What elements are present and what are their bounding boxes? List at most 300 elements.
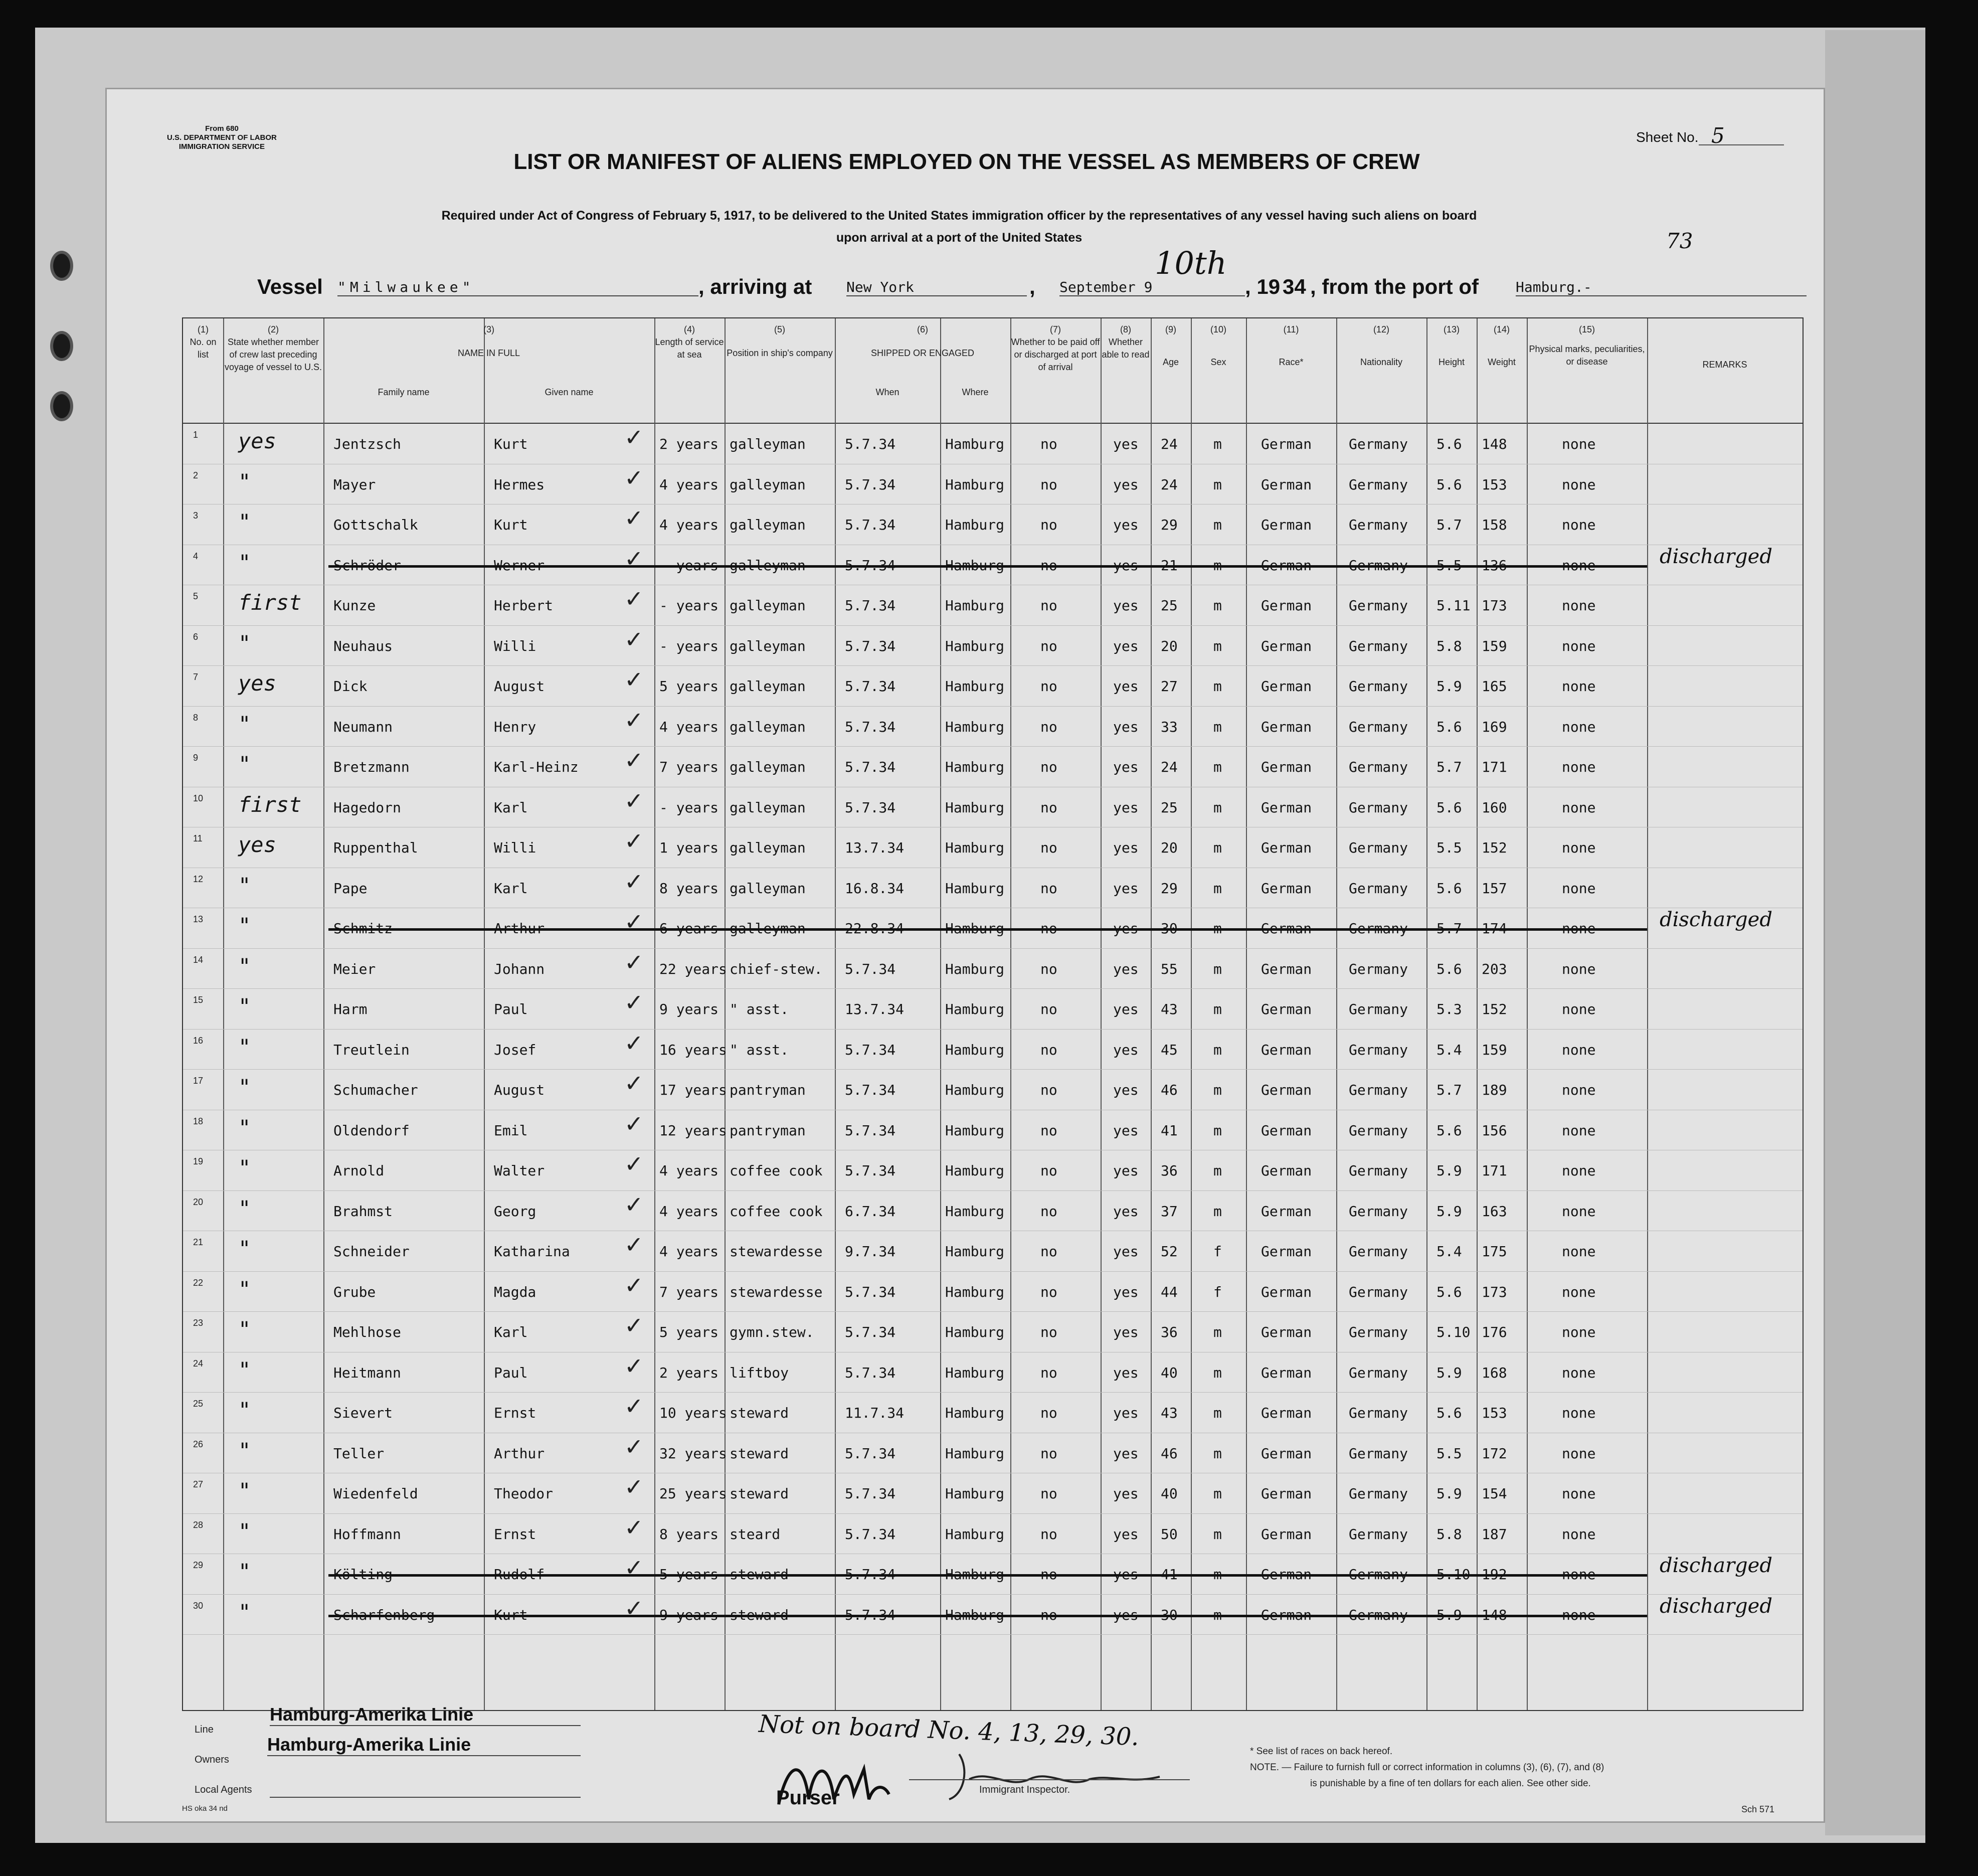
row-number: 30 [193,1600,204,1611]
col-2-number: (2) [268,324,279,334]
nationality: Germany [1349,718,1408,735]
height: 5.7 [1436,1082,1462,1098]
weight: 153 [1482,1405,1507,1421]
previous-voyage: yes [238,671,276,696]
checkmark-icon: ✓ [624,464,644,491]
shipped-when: 5.7.34 [845,436,896,452]
shipped-where: Hamburg [945,1566,1005,1583]
length-of-service: 4 years [659,1162,719,1179]
row-number: 2 [193,470,199,480]
age: 21 [1161,557,1178,574]
shipped-when: 5.7.34 [845,1324,896,1340]
inspector-label: Immigrant Inspector. [979,1784,1070,1795]
checkmark-icon: ✓ [624,666,644,693]
race: German [1261,1001,1312,1017]
physical-marks: none [1562,1243,1596,1260]
race-note: * See list of races on back hereof. [1250,1746,1393,1757]
col-5-header [725,323,835,360]
row-number: 5 [193,591,199,601]
sex: m [1213,839,1222,856]
length-of-service: 12 years [659,1122,727,1139]
paid-off: no [1040,1606,1057,1623]
paid-off: no [1040,1162,1057,1179]
sex: m [1213,1324,1222,1340]
table-row [183,787,1803,827]
given-name: Josef [494,1041,536,1058]
able-to-read: yes [1113,1082,1139,1098]
nationality: Germany [1349,1041,1408,1058]
shipped-where: Hamburg [945,1001,1005,1017]
checkmark-icon: ✓ [624,1594,644,1622]
weight: 163 [1482,1203,1507,1220]
age: 45 [1161,1041,1178,1058]
remark: discharged [1660,1594,1772,1618]
race: German [1261,678,1312,695]
sex: m [1213,637,1222,654]
owners-label: Owners [195,1754,229,1765]
checkmark-icon: ✓ [624,1513,644,1541]
previous-voyage: yes [238,429,276,453]
given-name: Paul [494,1001,528,1017]
age: 29 [1161,880,1178,897]
position: steward [730,1445,789,1462]
col-12-label: Nationality [1360,357,1403,367]
physical-marks: none [1562,1324,1596,1340]
service-name: IMMIGRATION SERVICE [178,142,265,151]
vessel-label: Vessel [257,275,323,298]
race: German [1261,839,1312,856]
nationality: Germany [1349,1203,1408,1220]
shipped-where: Hamburg [945,517,1005,533]
position: coffee cook [730,1162,823,1179]
checkmark-icon: ✓ [624,868,644,895]
given-name: Ernst [494,1525,536,1543]
given-name: Paul [494,1364,528,1381]
paid-off: no [1040,1566,1057,1583]
arrival-date-handwritten: 10th [1155,245,1227,281]
nationality: Germany [1349,1283,1408,1300]
paid-off: no [1040,678,1057,695]
family-name: Heitmann [333,1364,401,1381]
able-to-read: yes [1113,920,1139,937]
paid-off: no [1040,517,1057,533]
age: 24 [1161,436,1178,452]
print-code: HS oka 34 nd [182,1804,228,1813]
race: German [1261,1405,1312,1421]
checkmark-icon: ✓ [624,625,644,653]
col-3-label: NAME IN FULL [457,348,520,358]
col-9-label: Age [1162,357,1179,367]
shipped-when: 5.7.34 [845,557,896,574]
sex: m [1213,920,1222,937]
family-name: Treutlein [333,1041,410,1058]
shipped-when: 5.7.34 [845,718,896,735]
height: 5.4 [1436,1041,1462,1058]
able-to-read: yes [1113,1364,1139,1381]
weight: 171 [1482,1162,1507,1179]
table-row [183,1514,1803,1554]
nationality: Germany [1349,1162,1408,1179]
remark: discharged [1660,1554,1772,1577]
nationality: Germany [1349,517,1408,533]
paid-off: no [1040,1001,1057,1017]
length-of-service: 17 years [659,1082,727,1098]
row-number: 8 [193,712,199,723]
family-name: Bretzmann [333,759,410,775]
shipped-when: 13.7.34 [845,839,905,856]
previous-voyage: " [238,1115,251,1140]
nationality: Germany [1349,1243,1408,1260]
table-row [183,747,1803,787]
shipped-when: 5.7.34 [845,1122,896,1139]
length-of-service: - years [659,799,719,816]
col-4-header [654,323,725,361]
sex: m [1213,1525,1222,1543]
checkmark-icon: ✓ [624,1433,644,1460]
col-6-number: (6) [917,324,928,334]
sex: m [1213,597,1222,614]
table-row [183,504,1803,545]
age: 24 [1161,476,1178,493]
physical-marks: none [1562,920,1596,937]
family-name: Oldendorf [333,1122,410,1139]
given-name: Karl [494,799,528,816]
previous-voyage: " [238,1317,251,1341]
nationality: Germany [1349,1405,1408,1421]
physical-marks: none [1562,1203,1596,1220]
checkmark-icon: ✓ [624,747,644,774]
year-label: , 19 [1245,275,1281,298]
length-of-service: 5 years [659,678,719,695]
sheet-number-line [1699,144,1784,145]
local-agents-label: Local Agents [195,1784,252,1795]
nationality: Germany [1349,960,1408,977]
page-count: 73 [1666,229,1693,253]
weight: 176 [1482,1324,1507,1340]
previous-voyage: " [238,1599,251,1624]
physical-marks: none [1562,1082,1596,1098]
race: German [1261,799,1312,816]
family-name: Ruppenthal [333,839,418,856]
paid-off: no [1040,436,1057,452]
able-to-read: yes [1113,1324,1139,1340]
row-number: 6 [193,631,199,642]
comma-separator: , [1029,275,1035,298]
col-8-number: (8) [1120,324,1131,334]
shipped-where: Hamburg [945,1364,1005,1381]
age: 33 [1161,718,1178,735]
race: German [1261,960,1312,977]
row-number: 25 [193,1399,204,1409]
binder-hole [50,251,73,281]
height: 5.9 [1436,1364,1462,1381]
nationality: Germany [1349,1001,1408,1017]
physical-marks: none [1562,517,1596,533]
checkmark-icon: ✓ [624,948,644,976]
height: 5.6 [1436,718,1462,735]
height: 5.7 [1436,759,1462,775]
table-row [183,1352,1803,1393]
col-5-label: Position in ship's company [727,348,833,358]
table-row [183,1393,1803,1433]
row-number: 19 [193,1156,204,1166]
paid-off: no [1040,1041,1057,1058]
nationality: Germany [1349,1445,1408,1462]
col-13-header [1426,323,1477,369]
line-label: Line [195,1724,214,1735]
height: 5.6 [1436,1405,1462,1421]
position: pantryman [730,1122,806,1139]
position: stewardesse [730,1243,823,1260]
col-14-number: (14) [1493,324,1510,334]
height: 5.10 [1436,1324,1471,1340]
checkmark-icon: ✓ [624,1190,644,1218]
column-headers [183,318,1803,424]
shipped-when: 5.7.34 [845,637,896,654]
family-name: Harm [333,1001,368,1017]
given-name: August [494,678,545,695]
length-of-service: 9 years [659,1606,719,1623]
row-number: 15 [193,995,204,1005]
height: 5.7 [1436,517,1462,533]
row-number: 13 [193,914,204,924]
page-subtitle [257,205,1661,249]
given-name: Karl-Heinz [494,759,579,775]
shipped-when: 5.7.34 [845,1082,896,1098]
col-15-header [1527,323,1647,368]
given-name: Werner [494,557,545,574]
shipped-when: 16.8.34 [845,880,905,897]
weight: 157 [1482,880,1507,897]
paid-off: no [1040,1203,1057,1220]
physical-marks: none [1562,637,1596,654]
height: 5.6 [1436,880,1462,897]
shipped-when: 5.7.34 [845,1525,896,1543]
shipped-where: Hamburg [945,436,1005,452]
sex: m [1213,1122,1222,1139]
position: galleyman [730,718,806,735]
col-8-header [1101,323,1151,361]
row-number: 12 [193,874,204,884]
given-name: Kurt [494,517,528,533]
given-name: Johann [494,960,545,977]
race: German [1261,1243,1312,1260]
col-1-header [183,323,223,361]
family-name: Költing [333,1566,393,1583]
row-number: 9 [193,753,199,763]
fine-note: NOTE. — Failure to furnish full or correct information in columns (3), (6), (7), and (8) [1250,1762,1604,1773]
shipped-where: Hamburg [945,476,1005,493]
height: 5.7 [1436,920,1462,937]
family-name: Brahmst [333,1203,393,1220]
race: German [1261,1364,1312,1381]
height: 5.6 [1436,1122,1462,1139]
nationality: Germany [1349,637,1408,654]
height: 5.9 [1436,1485,1462,1502]
previous-voyage: " [238,1196,251,1221]
row-number: 3 [193,510,199,521]
checkmark-icon: ✓ [624,1150,644,1177]
weight: 136 [1482,557,1507,574]
row-number: 4 [193,551,199,561]
shipped-when: 5.7.34 [845,799,896,816]
able-to-read: yes [1113,1405,1139,1421]
shipped-when: 5.7.34 [845,517,896,533]
shipped-where: Hamburg [945,799,1005,816]
sex: m [1213,1405,1222,1421]
length-of-service: 4 years [659,517,719,533]
col-13-label: Height [1438,357,1465,367]
shipped-when: 5.7.34 [845,1566,896,1583]
position: galleyman [730,678,806,695]
able-to-read: yes [1113,436,1139,452]
col-10-header [1191,323,1246,369]
col-2-header [223,323,323,374]
family-name: Jentzsch [333,436,401,452]
able-to-read: yes [1113,718,1139,735]
paid-off: no [1040,920,1057,937]
length-of-service: 10 years [659,1405,727,1421]
height: 5.5 [1436,557,1462,574]
race: German [1261,718,1312,735]
family-name: Neumann [333,718,393,735]
able-to-read: yes [1113,1122,1139,1139]
previous-voyage: first [238,792,302,817]
shipped-when: 5.7.34 [845,759,896,775]
sex: m [1213,476,1222,493]
nationality: Germany [1349,759,1408,775]
height: 5.6 [1436,476,1462,493]
position: galleyman [730,799,806,816]
nationality: Germany [1349,799,1408,816]
family-name: Gottschalk [333,517,418,533]
table-row [183,1473,1803,1513]
shipped-where: Hamburg [945,557,1005,574]
paid-off: no [1040,1364,1057,1381]
owners-value: Hamburg-Amerika Linie [267,1734,581,1756]
previous-voyage: " [238,509,251,534]
strikethrough-line [328,1615,1647,1617]
position: steward [730,1606,789,1623]
height: 5.5 [1436,839,1462,856]
able-to-read: yes [1113,637,1139,654]
age: 30 [1161,920,1178,937]
height: 5.11 [1436,597,1471,614]
paid-off: no [1040,839,1057,856]
col-12-header [1336,323,1426,369]
length-of-service: 8 years [659,880,719,897]
col-15-number: (15) [1578,324,1595,334]
able-to-read: yes [1113,517,1139,533]
physical-marks: none [1562,1566,1596,1583]
length-of-service: 5 years [659,1566,719,1583]
given-name: Georg [494,1203,536,1220]
shipped-when: 22.8.34 [845,920,905,937]
position: galleyman [730,476,806,493]
physical-marks: none [1562,1001,1596,1017]
nationality: Germany [1349,880,1408,897]
col-7-label: Whether to be paid off or discharged at port of arrival [1011,337,1100,372]
previous-voyage: " [238,711,251,736]
department-name: U.S. DEPARTMENT OF LABOR [167,133,277,142]
shipped-where: Hamburg [945,1606,1005,1623]
paid-off: no [1040,1243,1057,1260]
arriving-label: , arriving at [698,275,812,298]
nationality: Germany [1349,1364,1408,1381]
shipped-where: Hamburg [945,718,1005,735]
col-13-number: (13) [1443,324,1460,334]
age: 36 [1161,1162,1178,1179]
physical-marks: none [1562,1283,1596,1300]
race: German [1261,1041,1312,1058]
family-name: Arnold [333,1162,385,1179]
height: 5.6 [1436,960,1462,977]
weight: 172 [1482,1445,1507,1462]
position: " asst. [730,1001,789,1017]
shipped-where: Hamburg [945,880,1005,897]
col-6b-header: Where [962,387,989,397]
age: 37 [1161,1203,1178,1220]
weight: 153 [1482,476,1507,493]
weight: 158 [1482,517,1507,533]
previous-voyage: " [238,1518,251,1544]
weight: 152 [1482,1001,1507,1017]
physical-marks: none [1562,839,1596,856]
age: 27 [1161,678,1178,695]
age: 44 [1161,1283,1178,1300]
height: 5.9 [1436,1606,1462,1623]
checkmark-icon: ✓ [624,1312,644,1339]
table-row [183,1191,1803,1231]
position: stewardesse [730,1283,823,1300]
col-6-header [835,323,1010,360]
form-header [167,124,277,151]
sex: m [1213,799,1222,816]
col-1-number: (1) [198,324,209,334]
previous-voyage: " [238,469,251,494]
col-12-number: (12) [1373,324,1389,334]
arriving-port: New York [846,279,1027,296]
col-6a-header: When [875,387,900,397]
table-row [183,1070,1803,1110]
race: German [1261,1606,1312,1623]
length-of-service: 6 years [659,920,719,937]
col-7-header [1010,323,1101,374]
paid-off: no [1040,476,1057,493]
shipped-where: Hamburg [945,839,1005,856]
given-name: Emil [494,1122,528,1139]
given-name: Arthur [494,920,545,937]
checkmark-icon: ✓ [624,585,644,612]
given-name: Theodor [494,1485,554,1502]
able-to-read: yes [1113,1445,1139,1462]
row-number: 14 [193,954,204,965]
given-name: Herbert [494,597,554,614]
paid-off: no [1040,1525,1057,1543]
year-suffix: 34 [1283,275,1306,298]
shipped-where: Hamburg [945,1162,1005,1179]
paid-off: no [1040,759,1057,775]
age: 20 [1161,637,1178,654]
able-to-read: yes [1113,476,1139,493]
sex: m [1213,1162,1222,1179]
sex: m [1213,1445,1222,1462]
physical-marks: none [1562,799,1596,816]
height: 5.9 [1436,678,1462,695]
race: German [1261,1485,1312,1502]
col-3a-header: Family name [378,387,430,397]
previous-voyage: yes [238,832,276,857]
